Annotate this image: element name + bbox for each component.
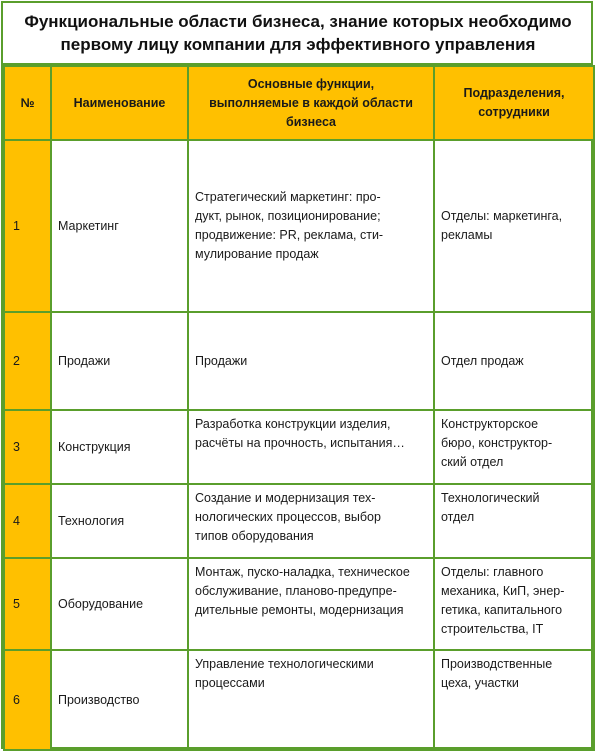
table-row	[4, 558, 594, 650]
row-number: 5	[4, 558, 51, 650]
header-departments	[434, 66, 594, 140]
department-line: механика, КиП, энер-	[441, 584, 565, 598]
department-line: гетика, капитального	[441, 603, 563, 617]
area-departments	[434, 484, 594, 558]
area-name: Продажи	[51, 312, 188, 410]
table-row	[4, 312, 594, 410]
header-functions-line: бизнеса	[285, 114, 336, 129]
area-departments	[434, 410, 594, 484]
department-line: Технологический	[441, 491, 540, 505]
row-number: 1	[4, 140, 51, 312]
department-line: Отделы: маркетинга,	[441, 209, 563, 223]
department-line: Отдел продаж	[441, 353, 524, 368]
function-line: дукт, рынок, позиционирование;	[195, 209, 381, 223]
area-departments	[434, 650, 594, 750]
department-line: отдел	[441, 510, 475, 524]
area-name: Конструкция	[51, 410, 188, 484]
area-name: Маркетинг	[51, 140, 188, 312]
area-functions	[188, 140, 434, 312]
area-functions	[188, 650, 434, 750]
function-line: Продажи	[195, 353, 248, 368]
area-functions	[188, 484, 434, 558]
header-num: №	[4, 66, 51, 140]
department-line: цеха, участки	[441, 676, 519, 690]
table-row	[4, 140, 594, 312]
area-name: Оборудование	[51, 558, 188, 650]
area-departments	[434, 312, 594, 410]
header-functions	[188, 66, 434, 140]
title-line-1: Функциональные области бизнеса, знание которых необходимо	[24, 12, 572, 31]
department-line: Отделы: главного	[441, 565, 544, 579]
department-line: строительства, IT	[441, 622, 544, 636]
area-name: Производство	[51, 650, 188, 750]
function-line: дительные ремонты, модернизация	[195, 603, 404, 617]
function-line: Монтаж, пуско-наладка, техническое	[195, 565, 410, 579]
function-line: обслуживание, планово-предупре-	[195, 584, 397, 598]
function-line: расчёты на прочность, испытания…	[195, 436, 405, 450]
table-row	[4, 484, 594, 558]
function-line: Управление технологическими	[195, 657, 374, 671]
row-number: 6	[4, 650, 51, 750]
business-areas-table	[3, 65, 595, 751]
table-header-row	[4, 66, 594, 140]
row-number: 2	[4, 312, 51, 410]
department-line: ский отдел	[441, 455, 504, 469]
function-line: продвижение: PR, реклама, сти-	[195, 228, 384, 242]
function-line: Создание и модернизация тех-	[195, 491, 376, 505]
function-line: мулирование продаж	[195, 247, 319, 261]
header-functions-line: выполняемые в каждой области	[209, 95, 413, 110]
header-departments-line: сотрудники	[478, 105, 550, 119]
function-line: Стратегический маркетинг: про-	[195, 190, 381, 204]
area-name: Технология	[51, 484, 188, 558]
header-departments-line: Подразделения,	[463, 86, 565, 100]
department-line: Конструкторское	[441, 417, 539, 431]
area-departments	[434, 558, 594, 650]
department-line: бюро, конструктор-	[441, 436, 553, 450]
department-line: Производственные	[441, 657, 553, 671]
area-functions	[188, 312, 434, 410]
function-line: типов оборудования	[195, 529, 314, 543]
area-functions	[188, 410, 434, 484]
title-line-2: первому лицу компании для эффективного управления	[60, 35, 536, 54]
area-functions	[188, 558, 434, 650]
page-title	[3, 3, 593, 65]
row-number: 4	[4, 484, 51, 558]
header-name: Наименование	[51, 66, 188, 140]
department-line: рекламы	[441, 228, 493, 242]
table-row	[4, 410, 594, 484]
function-line: Разработка конструкции изделия,	[195, 417, 391, 431]
table-row	[4, 650, 594, 750]
function-line: нологических процессов, выбор	[195, 510, 381, 524]
row-number: 3	[4, 410, 51, 484]
area-departments	[434, 140, 594, 312]
function-line: процессами	[195, 676, 265, 690]
header-functions-line: Основные функции,	[247, 76, 375, 91]
